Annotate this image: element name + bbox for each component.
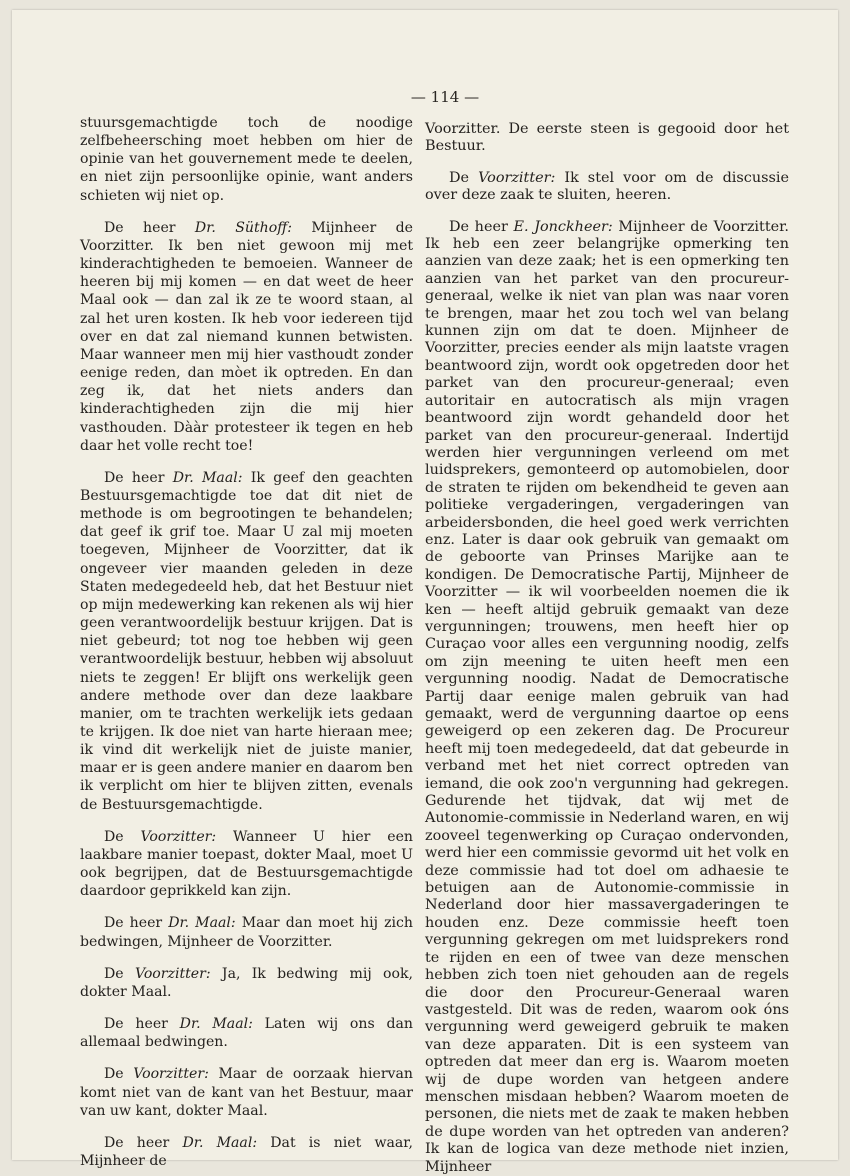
- right-column: [425, 121, 789, 1176]
- paragraph: De Voorzitter: Wanneer U hier een laakbare manier toepast, dokter Maal, moet U ook begrijpen, dat de Bestuursgemachtigde daardoor geprikkeld kan zijn.: [80, 828, 413, 900]
- paragraph: De heer Dr. Maal: Laten wij ons dan allemaal bedwingen.: [80, 1016, 413, 1051]
- paragraph: stuursgemachtigde toch de noodige zelfbeheersching moet hebben om hier de opinie van het gouvernement mede te deelen, en niet zijn persoonlijke opinie, want anders schieten wij niet op.: [80, 115, 413, 204]
- speaker-name: Dr. Maal:: [168, 915, 236, 932]
- paragraph: Voorzitter. De eerste steen is gegooid door het Bestuur.: [425, 121, 789, 155]
- paragraph: De heer Dr. Maal: Dat is niet waar, Mijnheer de: [80, 1134, 413, 1169]
- speaker-name: Dr. Maal:: [182, 1134, 258, 1151]
- speaker-name: E. Jonckheer:: [513, 218, 613, 235]
- paragraph: De heer Dr. Maal: Ik geef den geachten Bestuursgemachtigde toe dat dit niet de methode is om begrootingen te behandelen; dat geef ik grif toe. Maar U zal mij moeten toegeven, Mijnheer de Voorzitter, dat ik ongeveer vier maanden geleden in deze Staten medegedeeld heb, dat het Bestuur niet op mijn medewerking kan rekenen als wij hier geen verantwoordelijk bestuur krijgen. Dat is niet gebeurd; tot nog toe hebben wij geen verantwoordelijk bestuur, hebben wij absoluut niets te zeggen! Er blijft ons werkelijk geen andere methode over dan deze laakbare manier, om te trachten werkelijk iets gedaan te krijgen. Ik doe niet van harte hieraan mee; ik vind dit werkelijk niet de juiste manier, maar er is geen andere manier en daarom ben ik verplicht om hier te blijven zitten, evenals de Bestuursgemachtigde.: [80, 469, 413, 813]
- paragraph: De heer Dr. Süthoff: Mijnheer de Voorzitter. Ik ben niet gewoon mij met kinderachtigheden te bemoeien. Wanneer de heeren bij mij komen — en dat weet de heer Maal ook — dan zal ik ze te woord staan, al zal het uren kosten. Ik heb voor iedereen tijd over en dat zal niemand kunnen betwisten. Maar wanneer men mij hier vasthoudt zonder eenige reden, dan mòet ik optreden. En dan zeg ik, dat het niets anders dan kinderachtigheden zijn die mij hier vasthouden. Dààr protesteer ik tegen en heb daar het volle recht toe!: [80, 219, 413, 454]
- speaker-name: Voorzitter:: [478, 169, 556, 186]
- paragraph: De Voorzitter: Ik stel voor om de discussie over deze zaak te sluiten, heeren.: [425, 169, 789, 204]
- speaker-name: Dr. Süthoff:: [194, 219, 292, 236]
- document-page: [12, 10, 838, 1175]
- left-column: [80, 114, 413, 1170]
- speaker-name: Dr. Maal:: [172, 469, 243, 486]
- speaker-name: Voorzitter:: [140, 828, 217, 845]
- paragraph: De heer E. Jonckheer: Mijnheer de Voorzitter. Ik heb een zeer belangrijke opmerking ten aanzien van deze zaak; het is een opmerking ten aanzien van het parket van den procureur-generaal, welke ik niet van plan was naar voren te brengen, maar het zou toch wel van belang kunnen zijn om dat te doen. Mijnheer de Voorzitter, precies eender als mijn laatste vragen beantwoord zijn, wordt ook opgetreden door het parket van den procureur-generaal; even autoritair en autocratisch als mijn vragen beantwoord zijn wordt gehandeld door het parket van den procureur-generaal. Indertijd werden hier vergunningen verleend om met luidsprekers, gemonteerd op automobielen, door de straten te rijden om bekendheid te geven aan politieke vergaderingen, vergaderingen van arbeidersbonden, die heel goed werk verrichten enz. Later is daar ook gebruik van gemaakt om de geboorte van Prinses Marijke aan te kondigen. De Democratische Partij, Mijnheer de Voorzitter — ik wil voorbeelden noemen die ik ken — heeft altijd gebruik gemaakt van deze vergunningen; trouwens, men heeft hier op Curaçao voor alles een vergunning noodig, zelfs om zijn meening te uiten heeft men een vergunning noodig. Nadat de Democratische Partij daar eenige malen gebruik van had gemaakt, werd de vergunning daartoe op eens geweigerd op een zekeren dag. De Procureur heeft mij toen medegedeeld, dat dat gebeurde in verband met het niet correct optreden van iemand, die ook zoo'n vergunning had gekregen. Gedurende het tijdvak, dat wij met de Autonomie-commissie in Nederland waren, en wij zooveel tegenwerking op Curaçao ondervonden, werd hier een commissie gevormd uit het volk en deze commissie had tot doel om adhaesie te betuigen aan de Autonomie-commissie in Nederland door hier massavergaderingen te houden enz. Deze commissie heeft toen vergunning gekregen om met luidsprekers rond te rijden en een of twee van deze menschen hebben zich toen niet gehouden aan de regels die door den Procureur-Generaal waren vastgesteld. Dit was de reden, waarom ook óns vergunning werd geweigerd gebruik te maken van deze apparaten. Dit is een systeem van optreden dat meer dan erg is. Waarom moeten wij de dupe worden van hetgeen andere menschen misdaan hebben? Waarom moeten de personen, die niets met de zaak te maken hebben de dupe worden van het optreden van anderen? Ik kan de logica van deze methode niet inzien, Mijnheer: [425, 218, 789, 1175]
- page-number: — 114 —: [410, 88, 480, 106]
- speaker-name: Voorzitter:: [134, 965, 211, 982]
- paragraph: De Voorzitter: Ja, Ik bedwing mij ook, dokter Maal.: [80, 965, 414, 1000]
- speaker-name: Voorzitter:: [133, 1066, 209, 1083]
- paragraph: De heer Dr. Maal: Maar dan moet hij zich bedwingen, Mijnheer de Voorzitter.: [80, 915, 413, 950]
- paragraph: De Voorzitter: Maar de oorzaak hiervan komt niet van de kant van het Bestuur, maar van uw kant, dokter Maal.: [80, 1066, 414, 1119]
- speaker-name: Dr. Maal:: [179, 1016, 253, 1033]
